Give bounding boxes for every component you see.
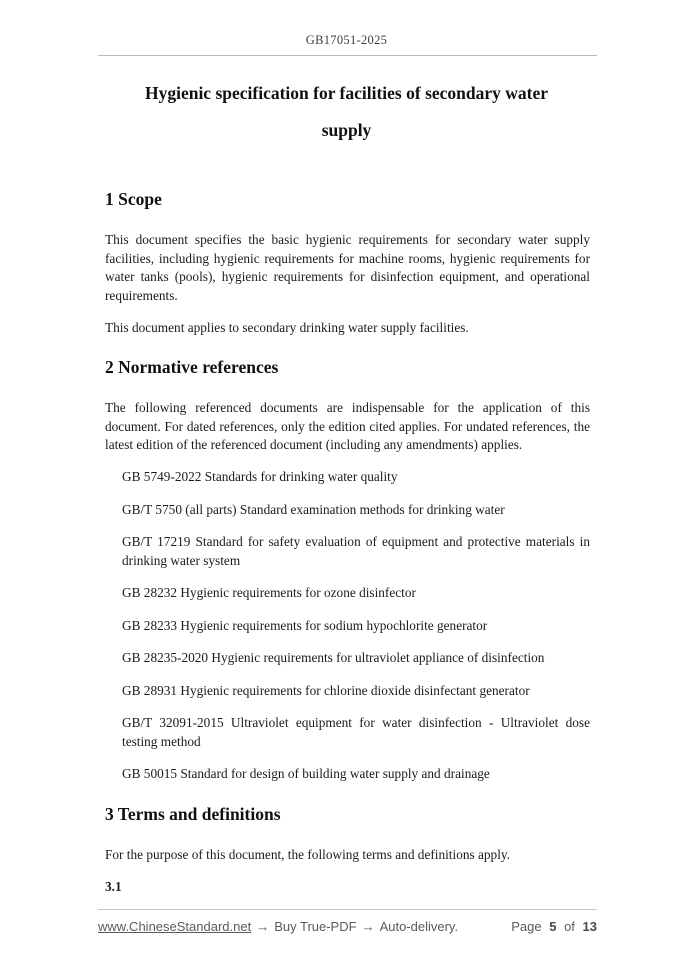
page-indicator [507, 919, 597, 934]
footer-divider [98, 909, 597, 910]
page-total: 13 [582, 919, 597, 934]
normative-references-intro: The following referenced documents are indispensable for the application of this document. For dated references, only the edition cited applies. For undated references, the latest edition of the referenced document (including any amendments) applies. [105, 400, 590, 452]
reference-item: GB/T 17219 Standard for safety evaluation of equipment and protective materials in drinking water system [122, 534, 590, 568]
document-number: GB17051-2025 [305, 33, 388, 47]
reference-item: GB 50015 Standard for design of building water supply and drainage [122, 766, 490, 781]
footer-step-buy: Buy True-PDF [274, 919, 357, 934]
header-divider [98, 55, 597, 56]
terms-intro: For the purpose of this document, the following terms and definitions apply. [105, 846, 510, 862]
reference-item: GB/T 32091-2015 Ultraviolet equipment for water disinfection - Ultraviolet dose testing method [122, 715, 590, 749]
reference-item: GB 28232 Hygienic requirements for ozone disinfector [122, 585, 416, 600]
section-heading-scope: 1 Scope [105, 189, 162, 209]
reference-item: GB 5749-2022 Standards for drinking water quality [122, 469, 398, 484]
footer-step-delivery: Auto-delivery. [379, 919, 459, 934]
term-number-3-1: 3.1 [105, 878, 122, 894]
scope-paragraph-1: This document specifies the basic hygienic requirements for secondary water supply facilities, including hygienic requirements for machine rooms, hygienic requirements for water tanks (pools), hygienic requirements for disinfection equipment, and operational requirements. [105, 232, 590, 303]
reference-item: GB 28931 Hygienic requirements for chlorine dioxide disinfectant generator [122, 682, 530, 698]
section-heading-normative-references: 2 Normative references [105, 357, 279, 377]
section-heading-terms-and-definitions: 3 Terms and definitions [105, 803, 281, 824]
reference-item: GB 28233 Hygienic requirements for sodium hypochlorite generator [122, 617, 488, 633]
document-title [0, 83, 693, 140]
page-footer [98, 909, 597, 934]
footer-source-line [98, 919, 458, 934]
document-title-line1: Hygienic specification for facilities of secondary water [144, 83, 549, 103]
scope-paragraph-2: This document applies to secondary drinking water supply facilities. [105, 319, 469, 335]
page-label: Page [511, 919, 542, 934]
document-title-line2: supply [321, 120, 372, 140]
arrow-icon: → [361, 919, 375, 934]
document-body [0, 188, 693, 896]
footer-website-link[interactable]: www.ChineseStandard.net [98, 919, 252, 934]
reference-item: GB 28235-2020 Hygienic requirements for ultraviolet appliance of disinfection [122, 650, 545, 665]
arrow-icon: → [256, 919, 270, 934]
reference-item: GB/T 5750 (all parts) Standard examination methods for drinking water [122, 501, 505, 517]
page-current: 5 [549, 919, 557, 934]
of-label: of [564, 919, 575, 934]
